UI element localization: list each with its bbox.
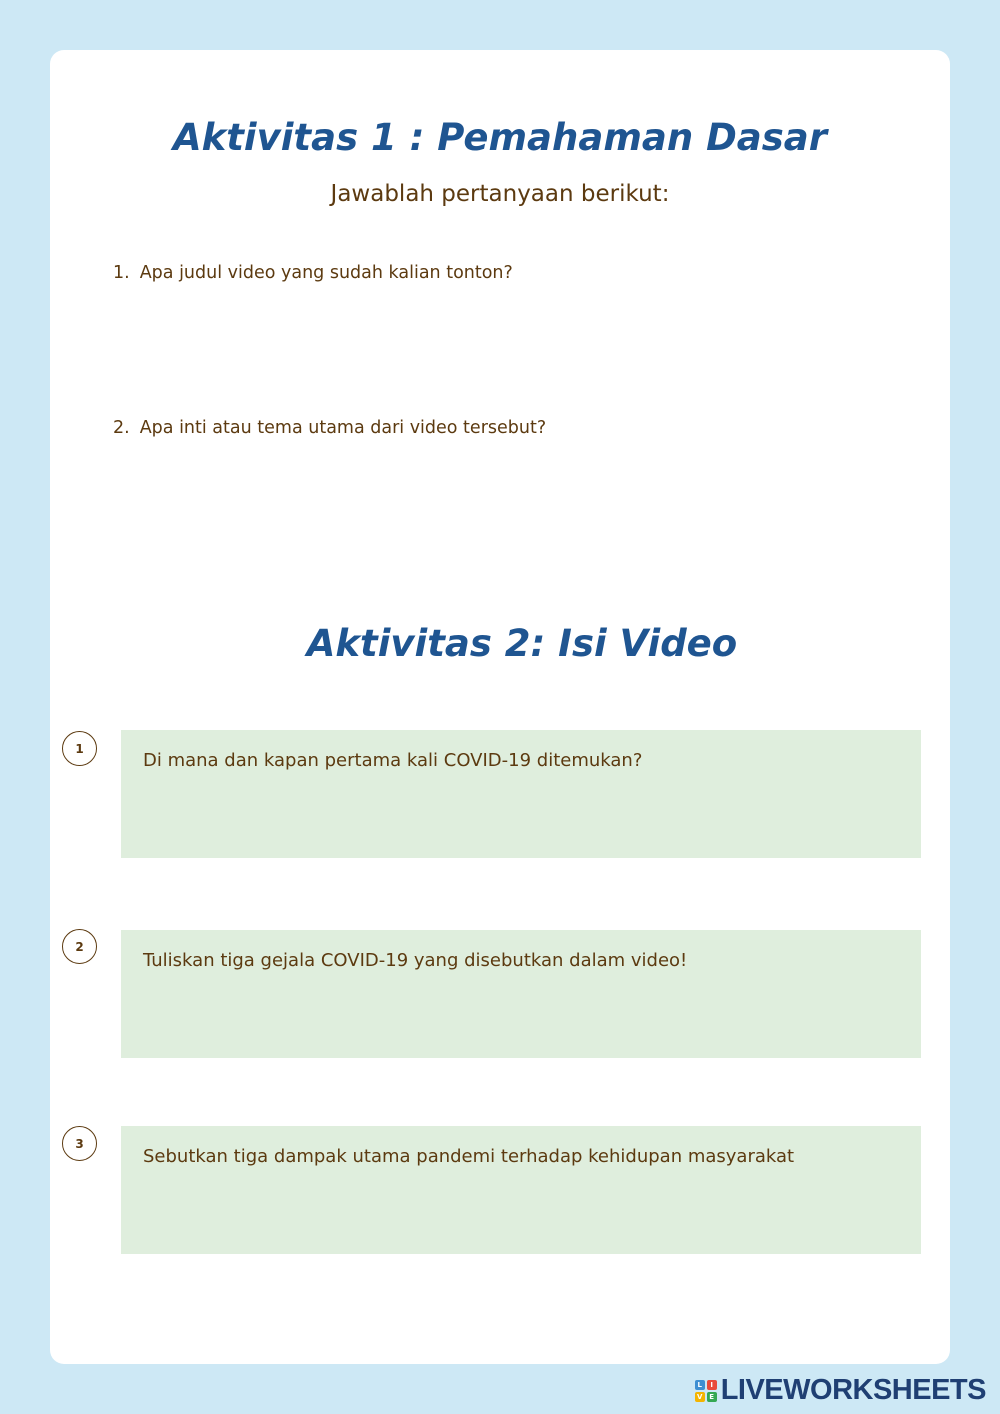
answer-box-question: Tuliskan tiga gejala COVID-19 yang disebutkan dalam video!: [143, 950, 688, 971]
question-number: 2.: [113, 418, 130, 438]
question-text: Apa judul video yang sudah kalian tonton?: [139, 263, 513, 283]
activity1-question-1: [113, 263, 513, 283]
question-text: Apa inti atau tema utama dari video tersebut?: [139, 418, 547, 438]
logo-letter: V: [695, 1392, 705, 1402]
answer-box-3[interactable]: [121, 1126, 921, 1254]
answer-box-question: Sebutkan tiga dampak utama pandemi terhadap kehidupan masyarakat: [143, 1146, 795, 1167]
activity1-title: Aktivitas 1 : Pemahaman Dasar: [173, 116, 827, 159]
question-number-badge-1: 1: [62, 731, 97, 766]
question-number-badge-2: 2: [62, 929, 97, 964]
liveworksheets-logo-icon: [695, 1380, 717, 1402]
activity1-subtitle: Jawablah pertanyaan berikut:: [330, 181, 670, 207]
worksheet-card: [50, 50, 950, 1364]
logo-letter: L: [695, 1380, 705, 1390]
logo-letter: I: [707, 1380, 717, 1390]
activity2-title: Aktivitas 2: Isi Video: [306, 622, 738, 665]
answer-box-2[interactable]: [121, 930, 921, 1058]
question-number: 1.: [113, 263, 130, 283]
activity1-question-2: [113, 418, 546, 438]
logo-letter: E: [707, 1392, 717, 1402]
liveworksheets-brand[interactable]: [695, 1374, 986, 1407]
question-number-badge-3: 3: [62, 1126, 97, 1161]
answer-box-1[interactable]: [121, 730, 921, 858]
answer-box-question: Di mana dan kapan pertama kali COVID-19 ditemukan?: [143, 750, 643, 771]
brand-name: LIVEWORKSHEETS: [720, 1374, 986, 1406]
